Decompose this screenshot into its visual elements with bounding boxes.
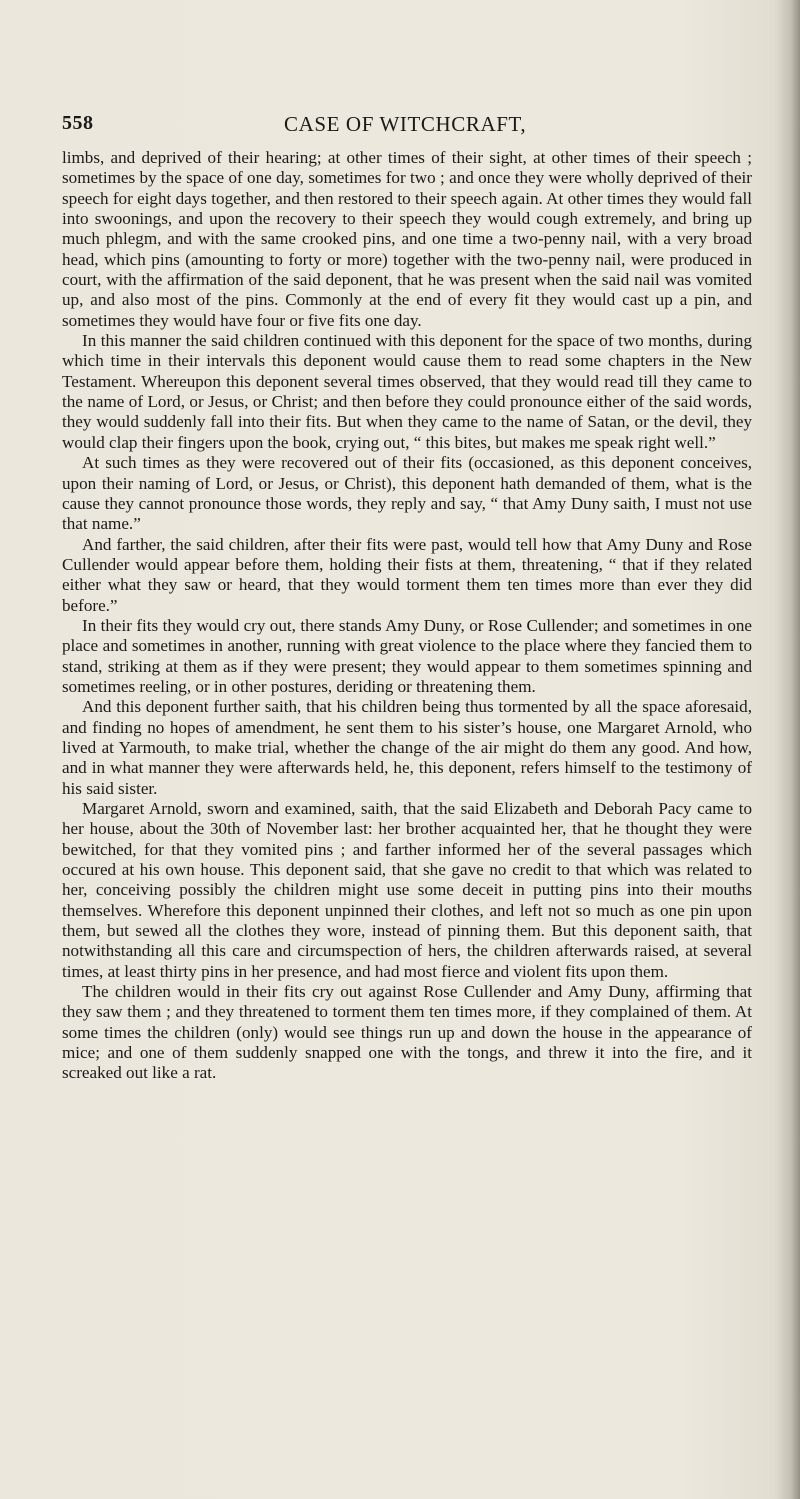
paragraph: And farther, the said children, after their fits were past, would tell how that Amy Duny and Rose Cullender would appear before them, holding their fists at them, threatening, “ that if they related either what they saw or heard, that they would torment them ten times more than ever they did before.”	[62, 534, 752, 615]
paragraph: In their fits they would cry out, there stands Amy Duny, or Rose Cullender; and sometimes in one place and sometimes in another, running with great violence to the place where they fancied them to stand, striking at them as if they were present; they would appear to them sometimes spinning and sometimes reeling, or in other postures, deriding or threatening them.	[62, 615, 752, 696]
paragraph: Margaret Arnold, sworn and examined, saith, that the said Elizabeth and Deborah Pacy came to her house, about the 30th of November last: her brother acquainted her, that he thought they were bewitched, for that they vomited pins ; and farther informed her of the several passages which occured at his own house. This deponent said, that she gave no credit to that which was related to her, conceiving possibly the children might use some deceit in putting pins into their mouths themselves. Wherefore this deponent unpinned their clothes, and left not so much as one pin upon them, but sewed all the clothes they wore, instead of pinning them. But this deponent saith, that notwithstanding all this care and circumspection of hers, the children afterwards raised, at several times, at least thirty pins in her presence, and had most fierce and violent fits upon them.	[62, 799, 752, 981]
paragraph: The children would in their fits cry out against Rose Cullender and Amy Duny, affirming that they saw them ; and they threatened to torment them ten times more, if they complained of them. At some times the children (only) would see things run up and down the house in the appearance of mice; and one of them suddenly snapped one with the tongs, and threw it into the fire, and it screaked out like a rat.	[62, 982, 752, 1083]
paragraph: In this manner the said children continued with this deponent for the space of two months, during which time in their intervals this deponent would cause them to read some chapters in the New Testament. Whereupon this deponent several times observed, that they would read till they came to the name of Lord, or Jesus, or Christ; and then before they could pronounce either of the said words, they would suddenly fall into their fits. But when they came to the name of Satan, or the devil, they would clap their fingers upon the book, crying out, “ this bites, but makes me speak right well.”	[62, 331, 752, 452]
body-text	[62, 148, 752, 1084]
paragraph: And this deponent further saith, that his children being thus tormented by all the space aforesaid, and finding no hopes of amendment, he sent them to his sister’s house, one Margaret Arnold, who lived at Yarmouth, to make trial, whether the change of the air might do them any good. And how, and in what manner they were afterwards held, he, this deponent, refers himself to the testimony of his said sister.	[62, 697, 752, 798]
page-edge-shadow	[776, 0, 800, 1499]
paragraph: At such times as they were recovered out of their fits (occasioned, as this deponent conceives, upon their naming of Lord, or Jesus, or Christ), this deponent hath demanded of them, what is the cause they cannot pronounce those words, they reply and say, “ that Amy Duny saith, I must not use that name.”	[62, 453, 752, 534]
page-number: 558	[62, 112, 94, 134]
page-header	[62, 112, 752, 142]
running-title: CASE OF WITCHCRAFT,	[284, 112, 527, 136]
paragraph: limbs, and deprived of their hearing; at other times of their sight, at other times of their speech ; sometimes by the space of one day, sometimes for two ; and once they were wholly deprived of their speech for eight days together, and then restored to their speech again. At other times they would fall into swoonings, and upon the recovery to their speech they would cough extremely, and bring up much phlegm, and with the same crooked pins, and one time a two-penny nail, with a very broad head, which pins (amounting to forty or more) together with the two-penny nail, were produced in court, with the affirmation of the said deponent, that he was present when the said nail was vomited up, and also most of the pins. Commonly at the end of every fit they would cast up a pin, and sometimes they would have four or five fits one day.	[62, 148, 752, 330]
